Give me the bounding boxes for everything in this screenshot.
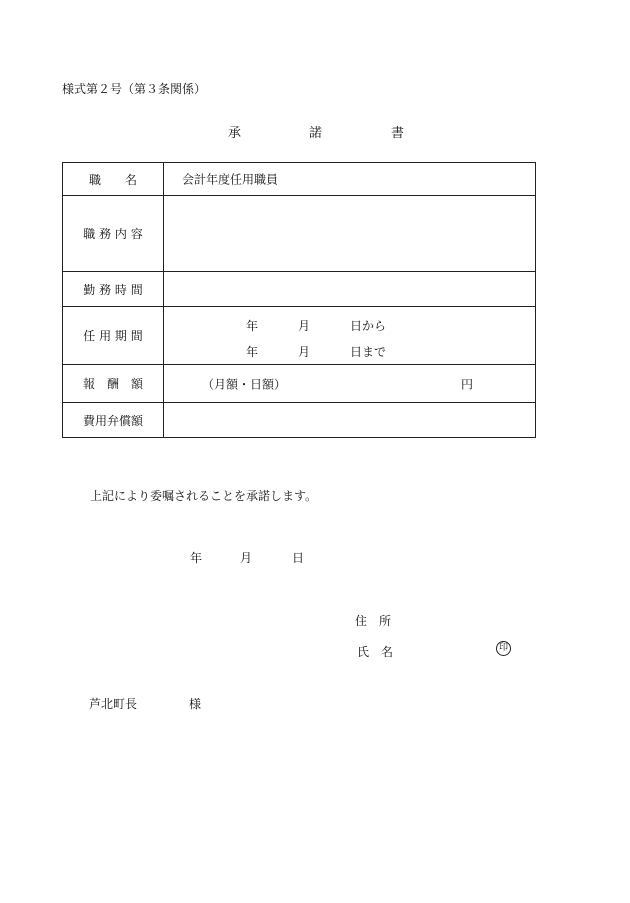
working-hours-label: 勤 務 時 間: [63, 272, 164, 307]
working-hours-field[interactable]: [164, 272, 536, 307]
date-day-label: 日: [292, 551, 305, 565]
job-title-value: 会計年度任用職員: [182, 172, 279, 187]
date-month-label: 月: [240, 551, 253, 565]
table-row-appointment-period: [63, 307, 536, 365]
period-start-month: 月: [298, 319, 311, 333]
table-row-expense-reimbursement: [63, 403, 536, 438]
remuneration-field[interactable]: [164, 365, 536, 403]
period-end-month: 月: [298, 345, 311, 359]
appointment-period-field[interactable]: [164, 307, 536, 365]
period-end-year: 年: [246, 345, 259, 359]
addressee-name: 芦北町長: [89, 697, 138, 711]
job-title-label: 職 名: [63, 163, 164, 196]
consent-statement: 上記により委嘱されることを承諾します。: [90, 489, 318, 503]
document-title-char-2: 諾: [309, 126, 323, 141]
addressee-honorific: 様: [189, 697, 202, 711]
date-year-label: 年: [190, 551, 203, 565]
document-title-char-1: 承: [228, 126, 242, 141]
seal-mark: 印: [496, 641, 511, 656]
expense-reimbursement-label: 費用弁償額: [63, 403, 164, 438]
expense-reimbursement-field[interactable]: [164, 403, 536, 438]
consent-form-table: [62, 162, 536, 438]
document-title-char-3: 書: [391, 126, 405, 141]
address-label: 住 所: [355, 614, 392, 628]
remuneration-label: 報 酬 額: [63, 365, 164, 403]
table-row-duties: [63, 196, 536, 272]
duties-field[interactable]: [164, 196, 536, 272]
table-row-remuneration: [63, 365, 536, 403]
name-label: 氏 名: [357, 645, 394, 659]
form-number: 様式第２号（第３条関係）: [62, 82, 207, 96]
period-end-day: 日まで: [350, 345, 387, 359]
period-start-year: 年: [246, 319, 259, 333]
appointment-period-label: 任 用 期 間: [63, 307, 164, 365]
job-title-field[interactable]: [164, 163, 536, 196]
remuneration-unit: 円: [461, 377, 474, 391]
table-row-job-title: [63, 163, 536, 196]
duties-label: 職 務 内 容: [63, 196, 164, 272]
table-row-working-hours: [63, 272, 536, 307]
remuneration-basis: （月額・日額）: [202, 377, 287, 391]
period-start-day: 日から: [350, 319, 387, 333]
